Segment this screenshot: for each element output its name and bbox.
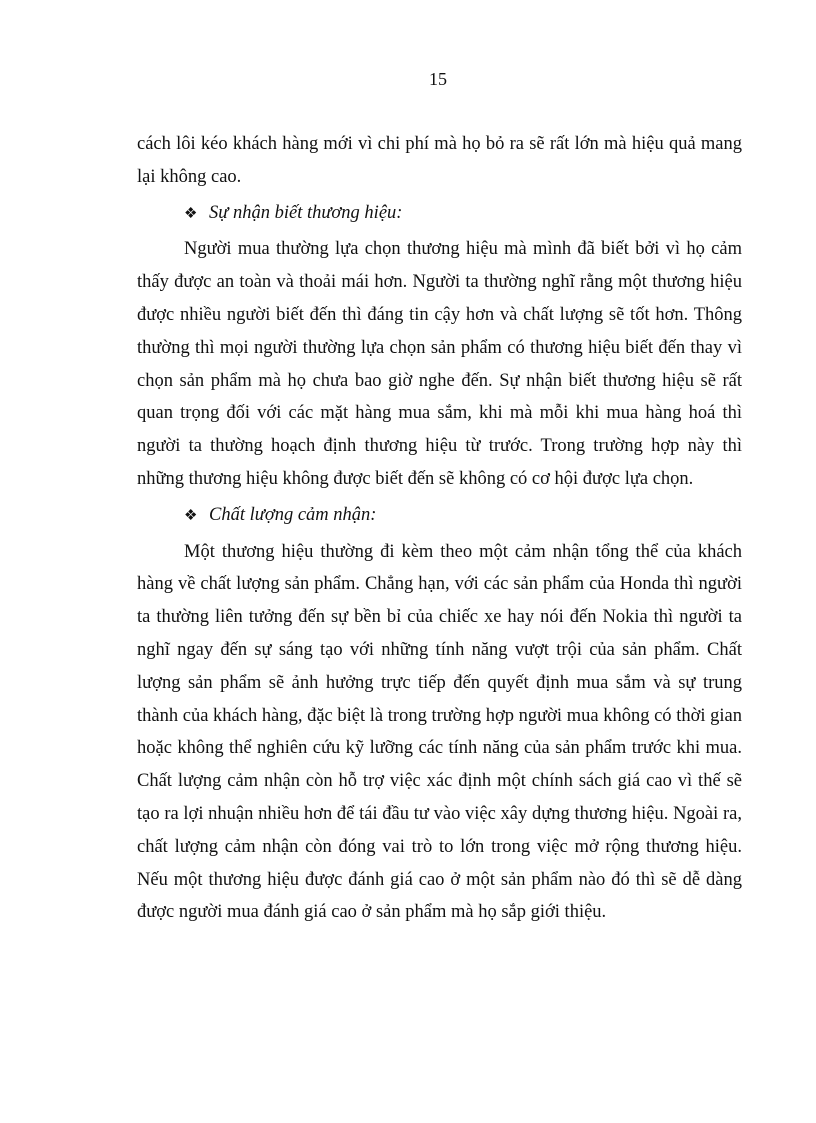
section-heading-brand-awareness [137, 197, 742, 231]
section-heading-perceived-quality [137, 499, 742, 533]
page-number: 15 [429, 69, 447, 89]
section-heading-text: Sự nhận biết thương hiệu: [209, 202, 403, 223]
diamond-bullet-icon: ❖ [184, 507, 198, 524]
intro-paragraph: cách lôi kéo khách hàng mới vì chi phí mà họ bỏ ra sẽ rất lớn mà hiệu quả mang lại không cao. [137, 134, 742, 187]
document-body [137, 128, 742, 929]
section-paragraph-perceived-quality: Một thương hiệu thường đi kèm theo một cảm nhận tổng thể của khách hàng về chất lượng sản phẩm. Chẳng hạn, với các sản phẩm của Honda thì người ta thường liên tưởng đến sự bền bỉ của chiếc xe hay nói đến Nokia thì người ta nghĩ ngay đến sự sáng tạo với những tính năng vượt trội của sản phẩm. Chất lượng sản phẩm sẽ ảnh hưởng trực tiếp đến quyết định mua sắm và sự trung thành của khách hàng, đặc biệt là trong trường hợp người mua không có thời gian hoặc không thể nghiên cứu kỹ lưỡng các tính năng của sản phẩm trước khi mua. Chất lượng cảm nhận còn hỗ trợ việc xác định một chính sách giá cao vì thế sẽ tạo ra lợi nhuận nhiều hơn để tái đầu tư vào việc xây dựng thương hiệu. Ngoài ra, chất lượng cảm nhận còn đóng vai trò to lớn trong việc mở rộng thương hiệu. Nếu một thương hiệu được đánh giá cao ở một sản phẩm nào đó thì sẽ dễ dàng được người mua đánh giá cao ở sản phẩm mà họ sắp giới thiệu. [137, 541, 742, 923]
section-paragraph-brand-awareness: Người mua thường lựa chọn thương hiệu mà mình đã biết bởi vì họ cảm thấy được an toàn và thoải mái hơn. Người ta thường nghĩ rằng một thương hiệu được nhiều người biết đến thì đáng tin cậy hơn và chất lượng sẽ tốt hơn. Thông thường thì mọi người thường lựa chọn sản phẩm có thương hiệu biết đến thay vì chọn sản phẩm mà họ chưa bao giờ nghe đến. Sự nhận biết thương hiệu sẽ rất quan trọng đối với các mặt hàng mua sắm, khi mà mỗi khi mua hàng hoá thì người ta thường hoạch định thương hiệu từ trước. Trong trường hợp này thì những thương hiệu không được biết đến sẽ không có cơ hội được lựa chọn. [137, 239, 742, 489]
diamond-bullet-icon: ❖ [184, 205, 198, 222]
section-heading-text: Chất lượng cảm nhận: [209, 504, 377, 525]
